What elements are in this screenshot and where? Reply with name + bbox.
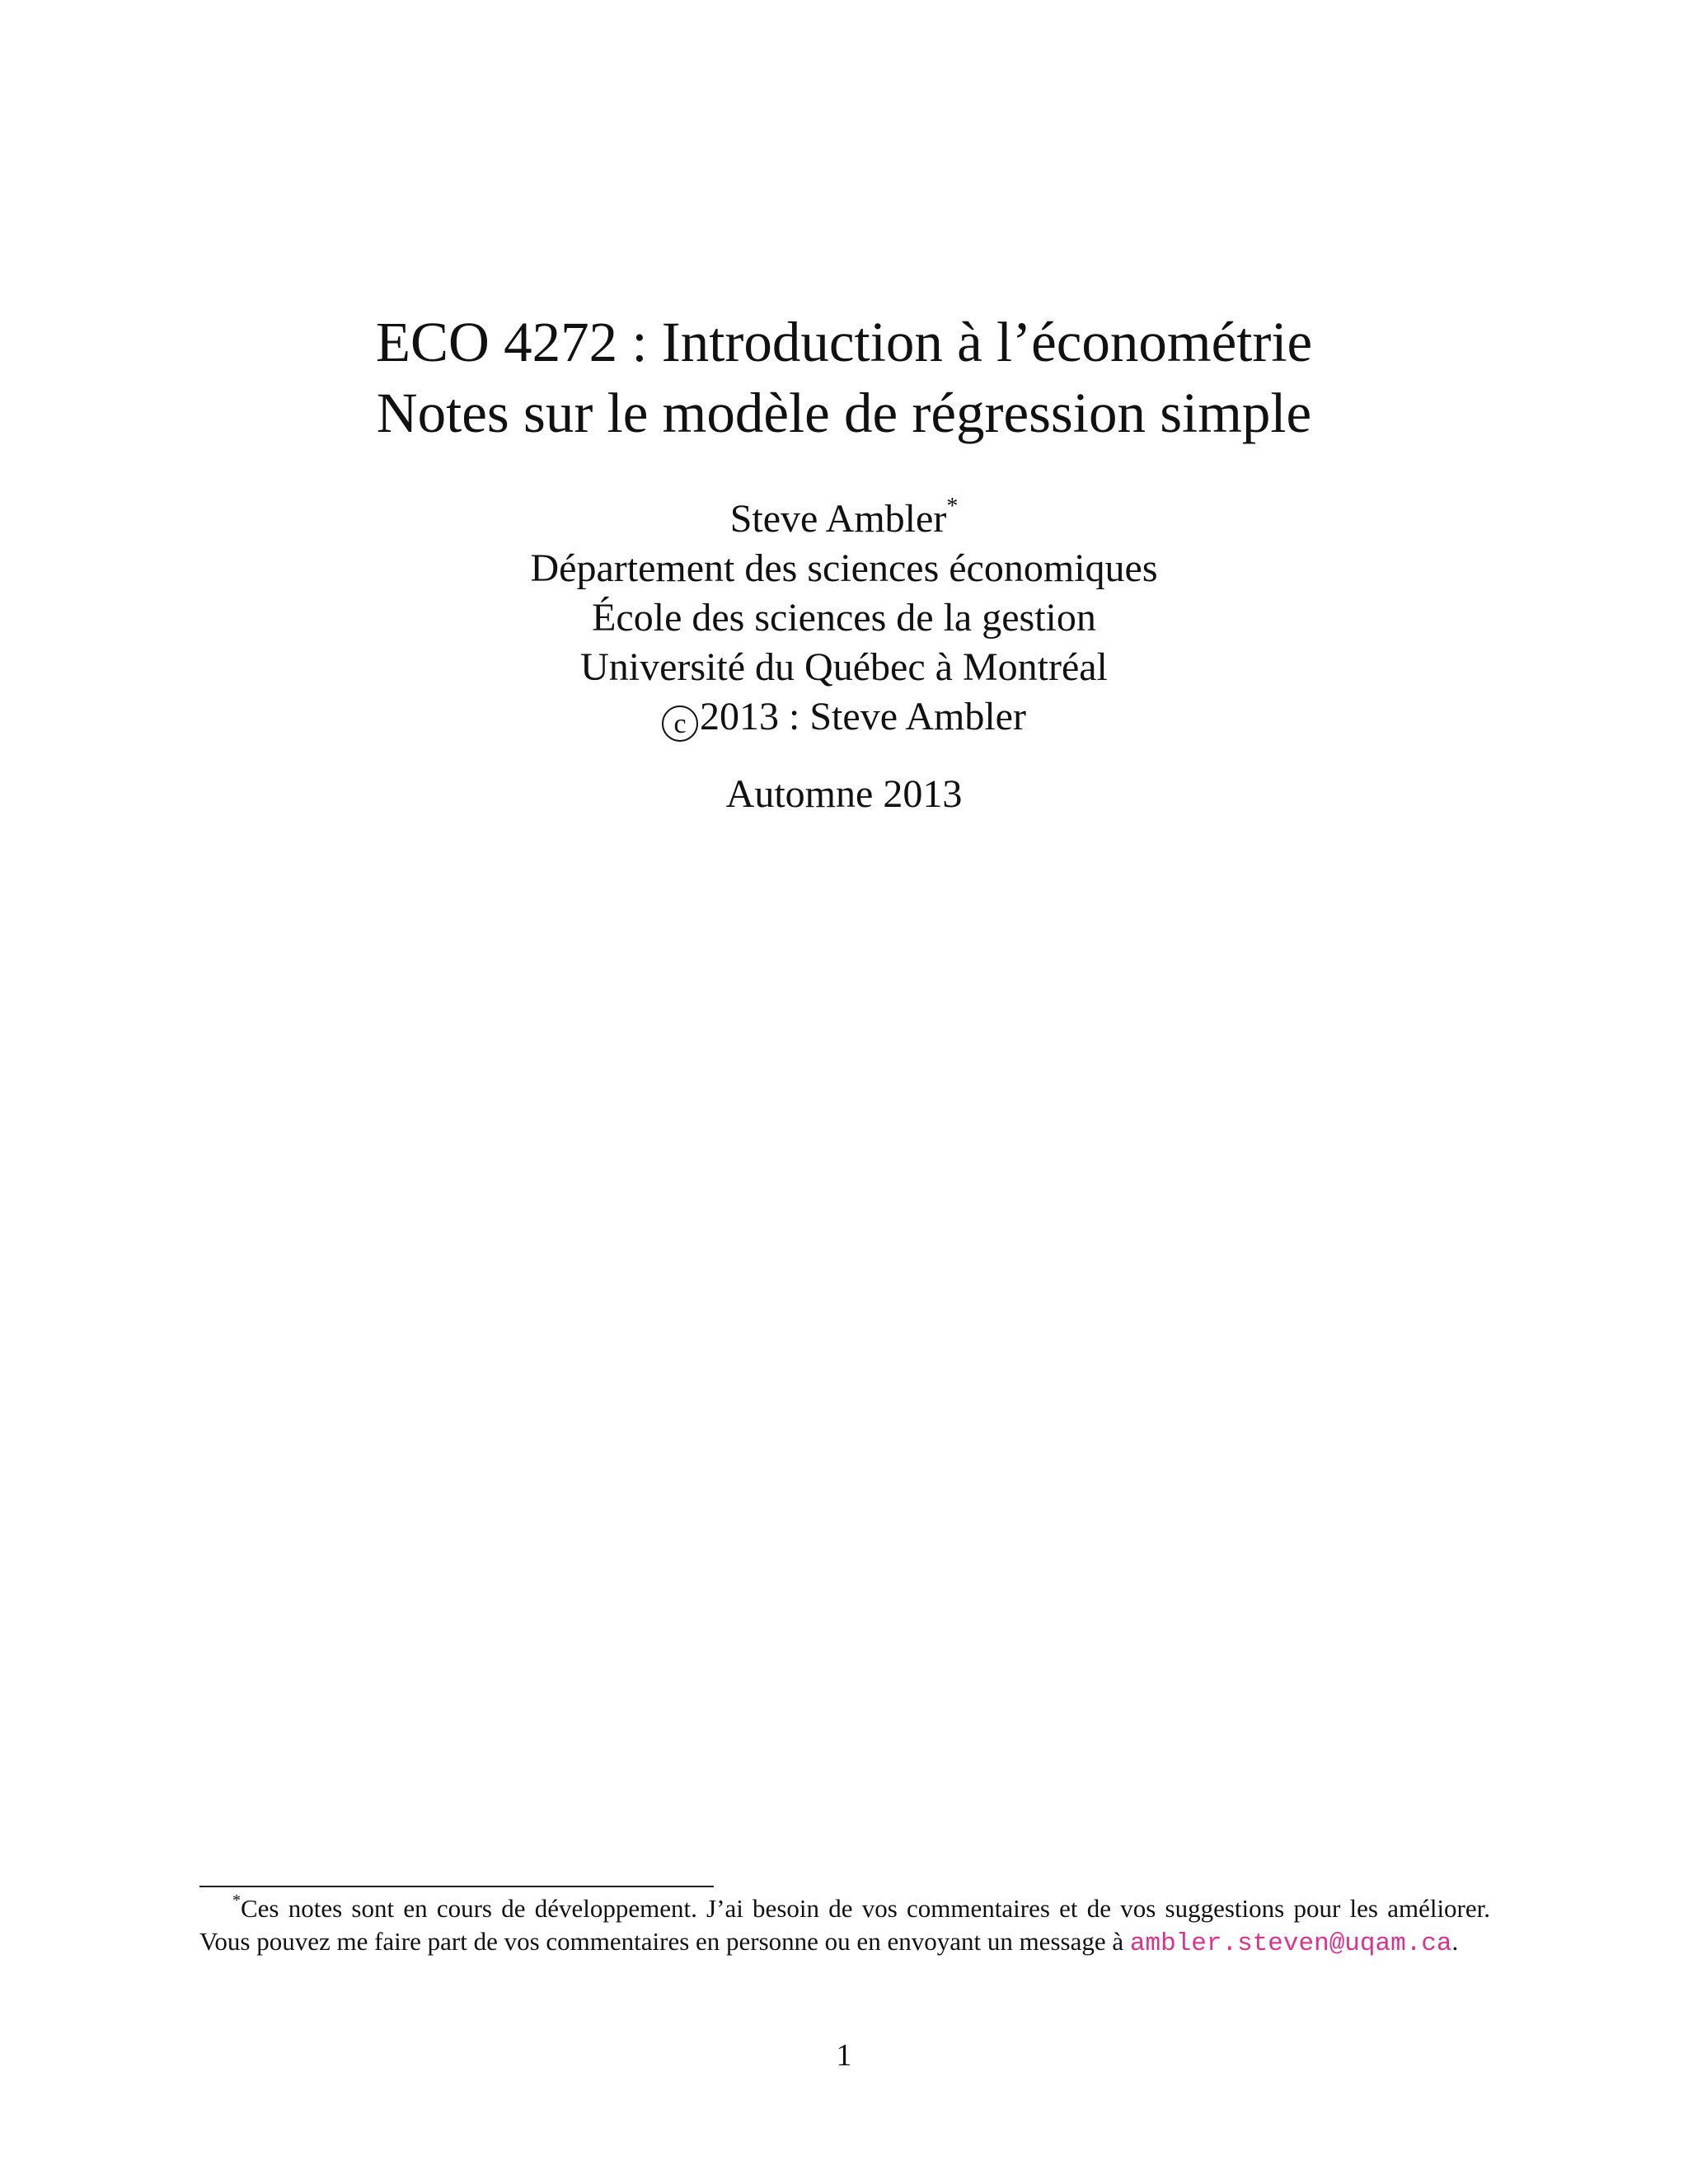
footnote <box>199 1892 1490 1961</box>
author-block <box>0 494 1688 742</box>
author-line <box>0 494 1688 544</box>
footnote-text: Ces notes sont en cours de développement. J’ai besoin de vos commentaires et de vos suggestions pour les améliorer. Vous pouvez me faire part de vos commentaires en personne ou en envoyant un message à <box>199 1894 1490 1956</box>
title-line-1: ECO 4272 : Introduction à l’économétrie <box>375 311 1313 373</box>
document-date: Automne 2013 <box>725 772 963 816</box>
page-number: 1 <box>836 2038 852 2073</box>
copyright-icon: c <box>662 705 698 742</box>
footnote-end: . <box>1451 1927 1459 1956</box>
author-department: Département des sciences économiques <box>530 546 1158 590</box>
document-title <box>0 307 1688 448</box>
copyright-text: 2013 : Steve Ambler <box>700 695 1026 738</box>
email-link[interactable]: ambler.steven@uqam.ca <box>1129 1929 1452 1958</box>
author-university: Université du Québec à Montréal <box>580 645 1108 689</box>
author-footnote-mark: * <box>946 494 959 519</box>
copyright-line <box>0 692 1688 742</box>
title-line-2: Notes sur le modèle de régression simple <box>376 382 1312 444</box>
author-school: École des sciences de la gestion <box>592 596 1096 640</box>
author-name: Steve Ambler <box>729 497 947 541</box>
footnote-mark: * <box>232 1891 241 1910</box>
footnote-divider <box>199 1886 714 1887</box>
